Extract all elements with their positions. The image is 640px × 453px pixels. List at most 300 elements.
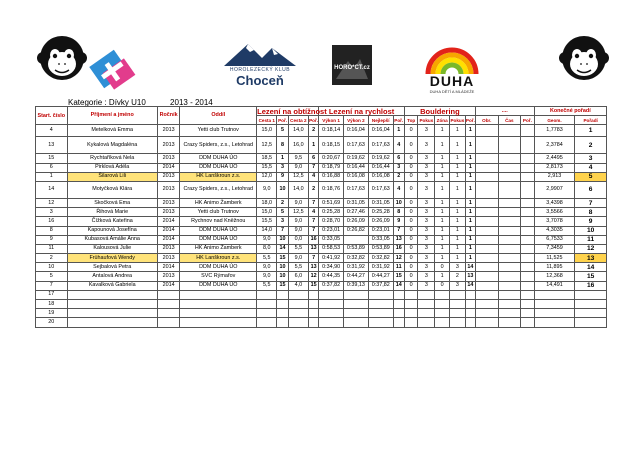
route1-cell: 9,0 xyxy=(257,263,277,272)
route2-cell: 9,0 xyxy=(288,226,308,235)
route1-cell: 15,5 xyxy=(257,163,277,172)
category-label: Kategorie : Dívky U10 xyxy=(68,98,146,107)
route1-pos-cell xyxy=(277,290,288,299)
start-number-cell: 18 xyxy=(36,300,68,309)
start-number-cell: 8 xyxy=(36,226,68,235)
best-speed-cell: 0:16,08 xyxy=(368,172,393,181)
name-cell xyxy=(67,318,157,327)
top-attempts-cell: 3 xyxy=(418,154,435,163)
geom-cell: 3,4398 xyxy=(534,198,575,207)
rank-cell: 14 xyxy=(575,263,607,272)
zone-attempts-cell: 1 xyxy=(450,154,466,163)
route1-cell: 15,0 xyxy=(257,208,277,217)
route1-pos-cell: 3 xyxy=(277,163,288,172)
zone-attempts-cell: 1 xyxy=(450,163,466,172)
zone-attempts-cell: 1 xyxy=(450,172,466,181)
route2-cell: 4,0 xyxy=(288,281,308,290)
top-attempts-cell: 3 xyxy=(418,226,435,235)
extra2-cell xyxy=(498,290,521,299)
route1-cell xyxy=(257,300,277,309)
start-number-cell: 9 xyxy=(36,235,68,244)
zone-attempts-cell: 1 xyxy=(450,217,466,226)
extra-pos-cell xyxy=(521,181,535,198)
table-row xyxy=(36,217,607,226)
speed1-cell: 0:20,67 xyxy=(319,154,344,163)
speed-pos-cell: 1 xyxy=(393,125,404,137)
year-cell: 2014 xyxy=(157,263,180,272)
speed2-cell: 0:17,63 xyxy=(343,181,368,198)
best-speed-cell: 0:26,09 xyxy=(368,217,393,226)
zone-cell xyxy=(435,309,450,318)
extra2-cell xyxy=(498,137,521,154)
name-cell: Kapounová Josefína xyxy=(67,226,157,235)
best-speed-cell: 0:44,27 xyxy=(368,272,393,281)
speed2-cell: 0:31,05 xyxy=(343,198,368,207)
extra2-cell xyxy=(498,254,521,263)
zone-cell: 1 xyxy=(435,198,450,207)
start-number-cell: 15 xyxy=(36,154,68,163)
table-row xyxy=(36,309,607,318)
speed-pos-cell: 6 xyxy=(393,154,404,163)
boulder-pos-cell: 13 xyxy=(465,272,475,281)
table-row xyxy=(36,318,607,327)
top-attempts-cell: 3 xyxy=(418,172,435,181)
extra-pos-cell xyxy=(521,281,535,290)
geom-cell xyxy=(534,318,575,327)
geom-cell: 6,7533 xyxy=(534,235,575,244)
route2-pos-cell: 7 xyxy=(308,217,318,226)
speed-header: Lezení na rychlost xyxy=(319,107,405,116)
boulder-pos-cell: 1 xyxy=(465,154,475,163)
route1-cell: 15,5 xyxy=(257,217,277,226)
route2-pos-cell: 2 xyxy=(308,125,318,137)
top-attempts-cell xyxy=(418,290,435,299)
zone-cell: 1 xyxy=(435,235,450,244)
zone-cell: 1 xyxy=(435,137,450,154)
rank-cell: 8 xyxy=(575,208,607,217)
club-cell xyxy=(180,290,257,299)
extra-header: .... xyxy=(475,107,534,116)
top-cell: 0 xyxy=(404,208,418,217)
top-cell: 0 xyxy=(404,254,418,263)
speed-pos-cell: 16 xyxy=(393,244,404,253)
speed1-cell: 0:34,90 xyxy=(319,263,344,272)
top-attempts-cell: 3 xyxy=(418,254,435,263)
route1-pos-cell: 10 xyxy=(277,181,288,198)
top-attempts-cell: 3 xyxy=(418,181,435,198)
speed-pos-cell xyxy=(393,300,404,309)
top-cell xyxy=(404,290,418,299)
rank-cell: 16 xyxy=(575,281,607,290)
route1-cell xyxy=(257,309,277,318)
extra2-cell xyxy=(498,263,521,272)
start-number-cell: 10 xyxy=(36,263,68,272)
geom-cell: 12,368 xyxy=(534,272,575,281)
route2-pos-cell: 7 xyxy=(308,163,318,172)
top-cell: 0 xyxy=(404,226,418,235)
name-cell: Frühaufová Wendy xyxy=(67,254,157,263)
extra-pos-cell xyxy=(521,208,535,217)
speed-pos-cell: 4 xyxy=(393,181,404,198)
speed-pos-cell: 13 xyxy=(393,235,404,244)
year-cell xyxy=(157,309,180,318)
name-cell: Skočková Ema xyxy=(67,198,157,207)
best-speed-cell: 0:25,28 xyxy=(368,208,393,217)
club-cell: Crazy Spiders, z.s., Letohrad xyxy=(180,137,257,154)
speed2-cell: 0:31,92 xyxy=(343,263,368,272)
speed2-cell xyxy=(343,300,368,309)
extra1-cell xyxy=(475,198,498,207)
geom-cell xyxy=(534,300,575,309)
extra-pos-cell xyxy=(521,309,535,318)
top-header: Top xyxy=(404,116,418,125)
name-cell: Antalová Andrea xyxy=(67,272,157,281)
bouldering-header: Bouldering xyxy=(404,107,475,116)
club-cell xyxy=(180,318,257,327)
name-cell xyxy=(67,290,157,299)
route2-cell: 12,5 xyxy=(288,208,308,217)
zone-attempts-cell: 1 xyxy=(450,208,466,217)
speed2-cell: 0:16,04 xyxy=(343,125,368,137)
extra1-cell xyxy=(475,208,498,217)
speed-pos-cell: 12 xyxy=(393,254,404,263)
top-attempts-cell: 3 xyxy=(418,125,435,137)
zone-cell: 1 xyxy=(435,154,450,163)
top-cell: 0 xyxy=(404,154,418,163)
speed1-cell xyxy=(319,318,344,327)
route1-pos-cell: 14 xyxy=(277,244,288,253)
club-header: Oddíl xyxy=(180,107,257,125)
zone-attempts-cell: 1 xyxy=(450,235,466,244)
route2-cell: 9,0 xyxy=(288,198,308,207)
extra1-cell xyxy=(475,244,498,253)
route1-cell: 15,0 xyxy=(257,125,277,137)
extra1-cell xyxy=(475,290,498,299)
top-cell xyxy=(404,309,418,318)
boulder-pos-cell: 1 xyxy=(465,163,475,172)
zone-cell: 1 xyxy=(435,254,450,263)
route2-pos-cell: 13 xyxy=(308,263,318,272)
route2-cell xyxy=(288,300,308,309)
route1-cell: 18,0 xyxy=(257,198,277,207)
duha-logo xyxy=(420,40,484,96)
route1-pos-cell: 15 xyxy=(277,281,288,290)
top-cell: 0 xyxy=(404,272,418,281)
table-row xyxy=(36,235,607,244)
rank-cell: 12 xyxy=(575,244,607,253)
route2-pos-cell: 4 xyxy=(308,208,318,217)
geom-cell: 11,525 xyxy=(534,254,575,263)
rank-header: Pořadí xyxy=(575,116,607,125)
top-attempts-cell: 3 xyxy=(418,137,435,154)
year-cell xyxy=(157,300,180,309)
speed1-cell: 0:37,82 xyxy=(319,281,344,290)
extra-pos-cell xyxy=(521,217,535,226)
year-cell: 2014 xyxy=(157,217,180,226)
group-header-row xyxy=(36,107,607,116)
top-cell: 0 xyxy=(404,263,418,272)
top-attempts-cell: 3 xyxy=(418,217,435,226)
extra-pos-header: Poř. xyxy=(521,116,535,125)
route1-cell: 12,0 xyxy=(257,172,277,181)
geom-cell xyxy=(534,290,575,299)
route2-pos-cell: 6 xyxy=(308,154,318,163)
route1-pos-cell: 10 xyxy=(277,272,288,281)
extra1-cell xyxy=(475,217,498,226)
speed1-cell: 0:41,92 xyxy=(319,254,344,263)
zone-attempts-cell: 1 xyxy=(450,198,466,207)
name-cell: Kalousová Julie xyxy=(67,244,157,253)
table-row xyxy=(36,172,607,181)
name-cell: Šilarová Lili xyxy=(67,172,157,181)
speed2-cell: 0:16,08 xyxy=(343,172,368,181)
speed-pos-cell: 15 xyxy=(393,272,404,281)
route2-pos-cell xyxy=(308,300,318,309)
geom-cell: 2,3784 xyxy=(534,137,575,154)
route2-header: Cesta 2 xyxy=(288,116,308,125)
route1-pos-cell: 1 xyxy=(277,154,288,163)
results-body xyxy=(36,125,607,327)
extra-pos-cell xyxy=(521,254,535,263)
best-speed-cell: 0:32,82 xyxy=(368,254,393,263)
table-row xyxy=(36,154,607,163)
extra1-cell xyxy=(475,309,498,318)
club-cell xyxy=(180,309,257,318)
extra-pos-cell xyxy=(521,125,535,137)
year-cell: 2013 xyxy=(157,172,180,181)
rank-cell xyxy=(575,318,607,327)
route2-cell xyxy=(288,290,308,299)
speed2-cell xyxy=(343,235,368,244)
zone-attempts-cell: 3 xyxy=(450,281,466,290)
best-speed-cell xyxy=(368,300,393,309)
speed1-cell: 0:16,88 xyxy=(319,172,344,181)
top-attempts-cell: 3 xyxy=(418,272,435,281)
zone-cell: 1 xyxy=(435,208,450,217)
route2-pos-cell: 7 xyxy=(308,254,318,263)
route2-pos-cell: 16 xyxy=(308,235,318,244)
top-cell: 0 xyxy=(404,172,418,181)
extra1-cell xyxy=(475,281,498,290)
speed-pos-cell: 11 xyxy=(393,263,404,272)
rank-cell: 11 xyxy=(575,235,607,244)
route2-cell: 9,0 xyxy=(288,163,308,172)
speed-pos-cell: 2 xyxy=(393,172,404,181)
year-cell: 2014 xyxy=(157,226,180,235)
route2-pos-cell: 2 xyxy=(308,181,318,198)
table-row xyxy=(36,300,607,309)
extra1-cell xyxy=(475,163,498,172)
extra2-cell xyxy=(498,226,521,235)
start-number-cell: 12 xyxy=(36,198,68,207)
speed2-cell: 0:44,27 xyxy=(343,272,368,281)
name-cell: Kavalková Gabriela xyxy=(67,281,157,290)
route1-pos-cell: 7 xyxy=(277,226,288,235)
table-row xyxy=(36,181,607,198)
top-cell: 0 xyxy=(404,235,418,244)
zone-cell: 1 xyxy=(435,163,450,172)
speed1-cell: 0:28,70 xyxy=(319,217,344,226)
speed1-cell: 0:23,01 xyxy=(319,226,344,235)
chocen-logo-name: Choceň xyxy=(236,73,284,88)
geom-cell: 4,3035 xyxy=(534,226,575,235)
club-cell: DDM DUHA ÚO xyxy=(180,226,257,235)
speed1-cell xyxy=(319,290,344,299)
rank-cell: 15 xyxy=(575,272,607,281)
geom-cell: 2,9907 xyxy=(534,181,575,198)
zone-cell: 0 xyxy=(435,281,450,290)
zone-attempts-cell: 1 xyxy=(450,254,466,263)
zone-cell: 0 xyxy=(435,263,450,272)
rank-cell: 10 xyxy=(575,226,607,235)
zone-attempts-cell: 1 xyxy=(450,244,466,253)
boulder-pos-cell: 14 xyxy=(465,263,475,272)
horoct-logo xyxy=(332,45,372,85)
results-table xyxy=(35,106,607,328)
name-header: Příjmení a jméno xyxy=(67,107,157,125)
best-speed-cell: 0:17,63 xyxy=(368,137,393,154)
extra1-header: Obr. xyxy=(475,116,498,125)
geom-cell: 2,4495 xyxy=(534,154,575,163)
zone-cell: 1 xyxy=(435,172,450,181)
extra1-cell xyxy=(475,272,498,281)
duha-logo-name: DUHA xyxy=(429,73,475,89)
route1-pos-cell xyxy=(277,309,288,318)
speed2-header: Výkon 2 xyxy=(343,116,368,125)
route2-cell: 9,5 xyxy=(288,154,308,163)
top-attempts-cell xyxy=(418,318,435,327)
extra-pos-cell xyxy=(521,137,535,154)
rank-cell: 1 xyxy=(575,125,607,137)
club-cell: Crazy Spiders, z.s., Letohrad xyxy=(180,181,257,198)
extra2-cell xyxy=(498,300,521,309)
speed2-cell xyxy=(343,290,368,299)
route2-pos-cell: 13 xyxy=(308,244,318,253)
extra-pos-cell xyxy=(521,154,535,163)
year-cell: 2013 xyxy=(157,198,180,207)
extra2-cell xyxy=(498,217,521,226)
year-cell: 2013 xyxy=(157,208,180,217)
route2-pos-cell: 4 xyxy=(308,172,318,181)
speed2-cell xyxy=(343,309,368,318)
top-attempts-cell xyxy=(418,300,435,309)
club-cell: DDM DUHA ÚO xyxy=(180,263,257,272)
route1-pos-cell: 15 xyxy=(277,254,288,263)
route2-cell: 6,0 xyxy=(288,272,308,281)
table-row xyxy=(36,263,607,272)
chocen-logo-subtitle: HOROLEZECKÝ KLUB xyxy=(229,67,291,73)
route2-cell: 5,5 xyxy=(288,244,308,253)
zone-cell xyxy=(435,290,450,299)
best-speed-cell: 0:53,89 xyxy=(368,244,393,253)
route1-pos-cell: 5 xyxy=(277,125,288,137)
route1-pos-cell: 2 xyxy=(277,198,288,207)
extra-pos-cell xyxy=(521,290,535,299)
zone-cell xyxy=(435,300,450,309)
best-speed-cell xyxy=(368,318,393,327)
rank-cell: 4 xyxy=(575,163,607,172)
year-header: Ročník xyxy=(157,107,180,125)
rainbow-icon xyxy=(420,40,484,74)
top-attempts-cell: 3 xyxy=(418,163,435,172)
monkey-right-logo xyxy=(560,28,608,88)
boulder-pos-cell xyxy=(465,309,475,318)
speed1-cell xyxy=(319,300,344,309)
route1-pos-cell: 9 xyxy=(277,172,288,181)
club-cell: HK Animo Žamberk xyxy=(180,244,257,253)
extra2-cell xyxy=(498,163,521,172)
geom-cell: 11,895 xyxy=(534,263,575,272)
start-number-cell: 19 xyxy=(36,309,68,318)
best-speed-cell: 0:23,01 xyxy=(368,226,393,235)
speed2-cell: 0:32,82 xyxy=(343,254,368,263)
best-speed-cell: 0:31,92 xyxy=(368,263,393,272)
speed-pos-cell: 9 xyxy=(393,217,404,226)
start-number-cell: 4 xyxy=(36,125,68,137)
route1-cell xyxy=(257,318,277,327)
best-speed-cell: 0:37,82 xyxy=(368,281,393,290)
route2-cell: 9,0 xyxy=(288,254,308,263)
boulder-pos-cell: 1 xyxy=(465,125,475,137)
club-cell: DDM DUHA ÚO xyxy=(180,235,257,244)
route2-pos-cell xyxy=(308,318,318,327)
top-cell: 0 xyxy=(404,244,418,253)
year-cell: 2013 xyxy=(157,254,180,263)
speed2-cell: 0:16,44 xyxy=(343,163,368,172)
zone-cell: 1 xyxy=(435,244,450,253)
extra2-header: Čas xyxy=(498,116,521,125)
club-cell: Rychnov nad Kněžnou xyxy=(180,217,257,226)
zone-attempts-cell: 2 xyxy=(450,272,466,281)
route2-cell xyxy=(288,318,308,327)
extra1-cell xyxy=(475,300,498,309)
route2-cell: 14,0 xyxy=(288,125,308,137)
zone-attempts-cell: 1 xyxy=(450,181,466,198)
boulder-pos-header: Poř. xyxy=(465,116,475,125)
speed2-cell: 0:53,89 xyxy=(343,244,368,253)
name-cell: Kubasová Amálie Anna xyxy=(67,235,157,244)
boulder-pos-cell: 1 xyxy=(465,217,475,226)
route1-header: Cesta 1 xyxy=(257,116,277,125)
boulder-pos-cell: 1 xyxy=(465,235,475,244)
club-cell: DDM DUHA ÚO xyxy=(180,281,257,290)
monkey-left-logo xyxy=(38,28,86,88)
year-cell: 2013 xyxy=(157,181,180,198)
route1-pos-cell: 3 xyxy=(277,217,288,226)
name-cell: Čížková Kateřina xyxy=(67,217,157,226)
zone-cell: 1 xyxy=(435,226,450,235)
rank-cell: 5 xyxy=(575,172,607,181)
best-speed-cell: 0:16,44 xyxy=(368,163,393,172)
boulder-pos-cell: 1 xyxy=(465,254,475,263)
extra-pos-cell xyxy=(521,226,535,235)
route2-pos-cell: 15 xyxy=(308,281,318,290)
final-rank-header: Konečné pořadí xyxy=(534,107,606,116)
route2-pos-cell: 12 xyxy=(308,272,318,281)
speed-pos-cell: 4 xyxy=(393,137,404,154)
hk-chocen-logo xyxy=(218,40,302,98)
route1-cell: 5,5 xyxy=(257,254,277,263)
speed1-cell: 0:18,15 xyxy=(319,137,344,154)
start-number-cell: 17 xyxy=(36,290,68,299)
club-cell: HK Animo Žamberk xyxy=(180,198,257,207)
table-row xyxy=(36,198,607,207)
top-cell: 0 xyxy=(404,198,418,207)
year-cell: 2013 xyxy=(157,125,180,137)
route1-pos-header: Poř. xyxy=(277,116,288,125)
extra1-cell xyxy=(475,235,498,244)
top-attempts-cell: 3 xyxy=(418,198,435,207)
